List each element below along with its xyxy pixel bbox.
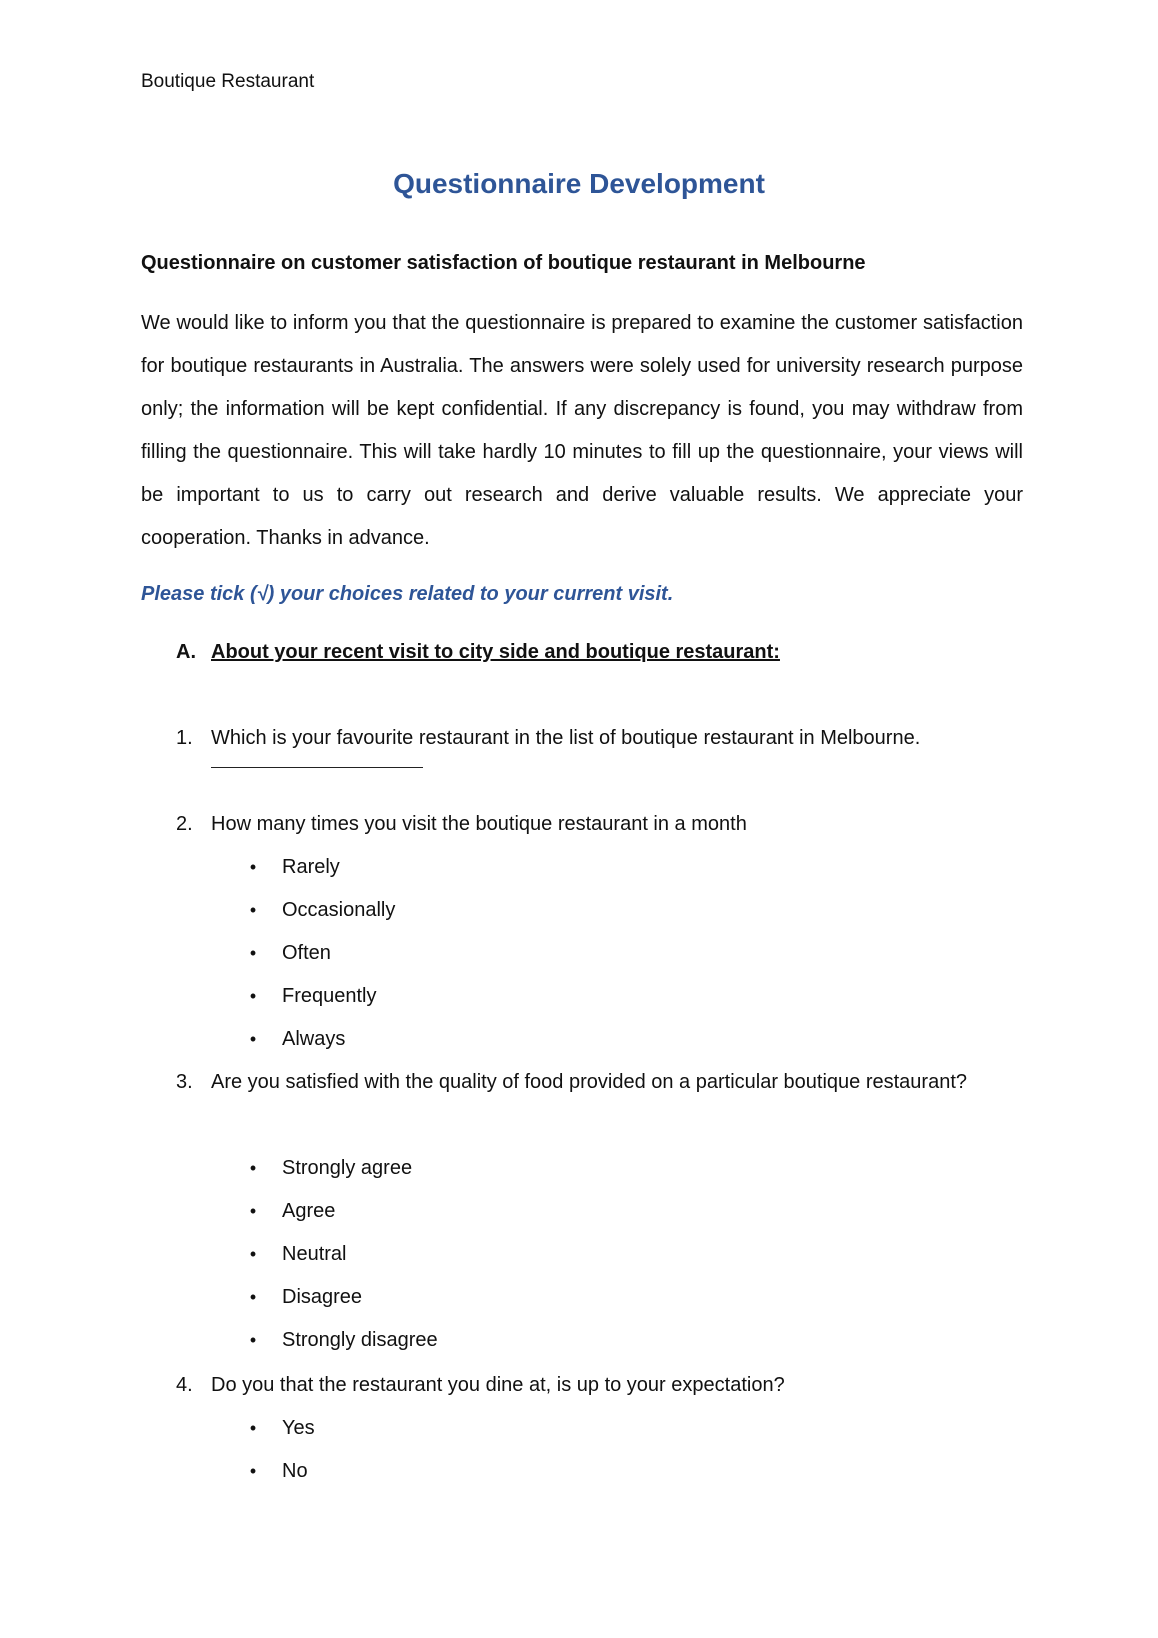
bullet-icon: •: [249, 1461, 257, 1481]
question-text: Are you satisfied with the quality of food provided on a particular boutique restaurant?: [211, 1071, 968, 1093]
option-label: Rarely: [282, 856, 340, 878]
option-label: Often: [282, 942, 331, 964]
bullet-icon: •: [249, 1158, 257, 1178]
question-number: 4.: [176, 1374, 193, 1396]
section-letter: A.: [176, 641, 196, 663]
bullet-icon: •: [249, 1330, 257, 1350]
option-label: Strongly disagree: [282, 1329, 438, 1351]
section-a-heading: [176, 638, 780, 666]
bullet-icon: •: [249, 1029, 257, 1049]
option-disagree[interactable]: [246, 1276, 438, 1319]
option-label: Agree: [282, 1200, 336, 1222]
option-rarely[interactable]: [246, 846, 395, 889]
running-header: Boutique Restaurant: [141, 71, 315, 92]
option-label: Occasionally: [282, 899, 396, 921]
option-strongly-agree[interactable]: [246, 1147, 438, 1190]
tick-instruction: Please tick (√) your choices related to your current visit.: [141, 583, 674, 605]
question-number: 1.: [176, 727, 193, 749]
question-2-options: [246, 846, 395, 1061]
option-neutral[interactable]: [246, 1233, 438, 1276]
option-agree[interactable]: [246, 1190, 438, 1233]
option-label: Disagree: [282, 1286, 363, 1308]
question-text: How many times you visit the boutique restaurant in a month: [211, 813, 747, 835]
question-4-options: [246, 1407, 315, 1493]
option-no[interactable]: [246, 1450, 315, 1493]
bullet-icon: •: [249, 986, 257, 1006]
bullet-icon: •: [249, 1418, 257, 1438]
bullet-icon: •: [249, 900, 257, 920]
option-label: No: [282, 1460, 308, 1482]
question-text: Which is your favourite restaurant in the list of boutique restaurant in Melbourne.: [211, 727, 921, 749]
intro-paragraph: We would like to inform you that the questionnaire is prepared to examine the customer satisfaction for boutique restaurants in Australia. The answers were solely used for university research purpose only; the information will be kept confidential. If any discrepancy is found, you may withdraw from filling the questionnaire. This will take hardly 10 minutes to fill up the questionnaire, your views will be important to us to carry out research and derive valuable results. We appreciate your cooperation. Thanks in advance.: [141, 312, 1023, 549]
option-always[interactable]: [246, 1018, 395, 1061]
bullet-icon: •: [249, 1201, 257, 1221]
option-occasionally[interactable]: [246, 889, 395, 932]
question-text: Do you that the restaurant you dine at, is up to your expectation?: [211, 1374, 785, 1396]
questionnaire-subtitle: Questionnaire on customer satisfaction of boutique restaurant in Melbourne: [141, 252, 866, 274]
question-number: 3.: [176, 1071, 193, 1093]
option-strongly-disagree[interactable]: [246, 1319, 438, 1362]
bullet-icon: •: [249, 857, 257, 877]
section-heading-text: About your recent visit to city side and boutique restaurant:: [211, 641, 780, 663]
question-3-options: [246, 1147, 438, 1362]
document-title: Questionnaire Development: [393, 168, 765, 199]
option-label: Frequently: [282, 985, 377, 1007]
option-label: Neutral: [282, 1243, 347, 1265]
option-frequently[interactable]: [246, 975, 395, 1018]
option-label: Yes: [282, 1417, 315, 1439]
bullet-icon: •: [249, 1287, 257, 1307]
answer-blank-line[interactable]: [211, 767, 423, 768]
option-often[interactable]: [246, 932, 395, 975]
question-number: 2.: [176, 813, 193, 835]
option-label: Strongly agree: [282, 1157, 413, 1179]
option-yes[interactable]: [246, 1407, 315, 1450]
bullet-icon: •: [249, 1244, 257, 1264]
option-label: Always: [282, 1028, 346, 1050]
bullet-icon: •: [249, 943, 257, 963]
